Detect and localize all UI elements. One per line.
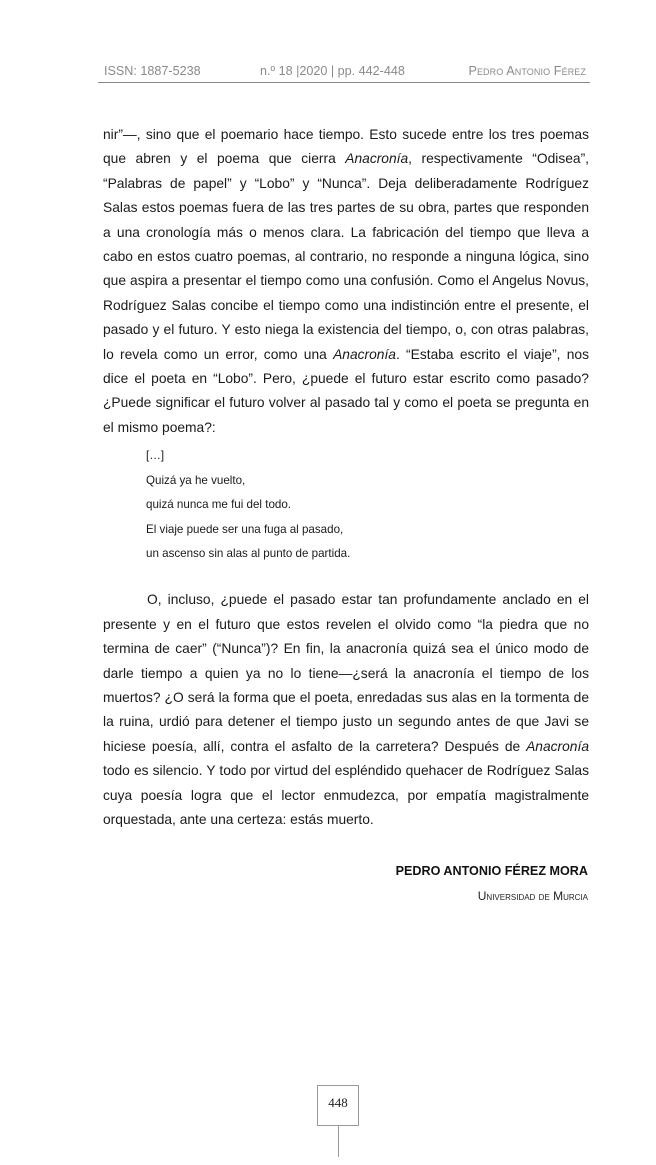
verse-line: […] <box>146 449 165 463</box>
running-header <box>98 60 590 83</box>
paragraph-text <box>103 588 589 832</box>
verse-line: El viaje puede ser una fuga al pasado, <box>146 522 344 536</box>
signature-affiliation: Universidad de Murcia <box>477 889 588 904</box>
italic-title: Anacronía <box>345 151 409 167</box>
header-author: Pedro Antonio Férez <box>468 64 586 78</box>
verse-line: Quizá ya he vuelto, <box>146 473 246 487</box>
verse-quote <box>146 444 589 566</box>
text-run: nir”—, sino que el poemario hace tiempo. Esto sucede entre los tres poemas que abren y el poema que cierra <box>103 127 589 167</box>
italic-title: Anacronía <box>333 346 396 362</box>
page-footer <box>0 1085 656 1165</box>
page-number: 448 <box>317 1085 359 1126</box>
text-run: , respectivamente “Odisea”, “Palabras de papel” y “Lobo” y “Nunca”. Deja deliberadamente Rodríguez Salas estos poemas fuera de las tres partes de su obra, partes que responden a una cronología más o menos clara. La fabricación del tiempo que lleva a cabo en estos cuatro poemas, al contrario, no responde a ninguna lógica, sino que aspira a presentar el tiempo como una confusión. Como el Angelus Novus, Rodríguez Salas concibe el tiempo como una indistinción entre el presente, el pasado y el futuro. Y esto niega la existencia del tiempo, o, con otras palabras, lo revela como un error, como una <box>103 151 589 362</box>
page-number-stem <box>338 1126 339 1157</box>
text-run: . “Estaba escrito el viaje”, nos dice el poeta en “Lobo”. Pero, ¿puede el futuro estar escrito como pasado? ¿Puede significar el futuro volver al pasado tal y como el poeta se pregunta en el mismo poema?: <box>103 346 589 435</box>
text-run: todo es silencio. Y todo por virtud del espléndido quehacer de Rodríguez Salas cuya poesía logra que el lector enmudezca, por empatía magistralmente orquestada, ante una certeza: estás muerto. <box>103 763 589 827</box>
issn: ISSN: 1887-5238 <box>104 64 201 78</box>
italic-title: Anacronía <box>526 738 589 754</box>
paragraph-1 <box>103 123 589 440</box>
article-body <box>103 123 589 905</box>
paragraph-text <box>103 123 589 440</box>
verse-line: un ascenso sin alas al punto de partida. <box>146 546 351 560</box>
paragraph-2 <box>103 588 589 832</box>
verse-line: quizá nunca me fui del todo. <box>146 498 292 512</box>
signature-block <box>103 862 589 905</box>
text-run: O, incluso, ¿puede el pasado estar tan profundamente anclado en el presente y en el futuro que estos revelen el olvido como “la piedra que no termina de caer” (“Nunca”)? En fin, la anacronía quizá sea el único modo de darle tiempo a quien ya no lo tiene—¿será la anacronía el tiempo de los muertos? ¿O será la forma que el poeta, enredadas sus alas en la tormenta de la ruina, urdió para detener el tiempo justo un segundo antes de que Javi se hiciese poesía, allí, contra el asfalto de la carretera? Después de <box>103 592 589 754</box>
issue-info: n.º 18 |2020 | pp. 442-448 <box>260 64 405 78</box>
signature-name: PEDRO ANTONIO FÉREZ MORA <box>395 864 588 879</box>
